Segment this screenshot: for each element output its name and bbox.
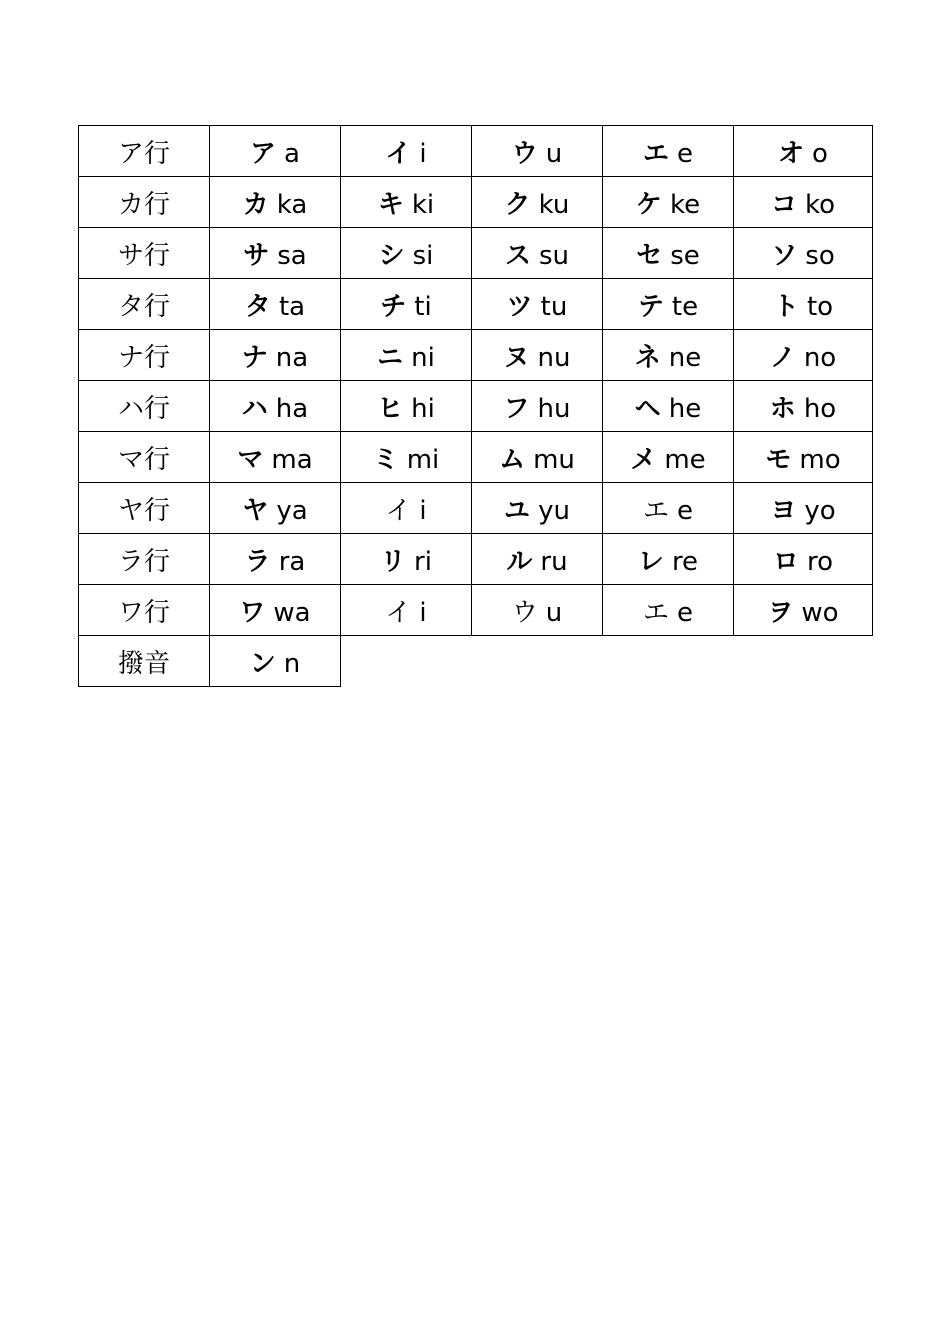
kana-cell bbox=[210, 585, 341, 636]
kana-char: ホ bbox=[769, 393, 796, 424]
row-label: カ行 bbox=[79, 177, 210, 228]
romaji: ru bbox=[540, 546, 568, 577]
kana-cell bbox=[603, 381, 734, 432]
romaji: to bbox=[806, 291, 834, 322]
romaji: he bbox=[668, 393, 702, 424]
romaji: no bbox=[803, 342, 837, 373]
kana-cell bbox=[603, 177, 734, 228]
kana-cell bbox=[210, 279, 341, 330]
romaji: a bbox=[284, 138, 300, 169]
kana-char: ソ bbox=[771, 240, 798, 271]
romaji: wa bbox=[273, 597, 311, 628]
kana-cell bbox=[210, 534, 341, 585]
kana-char: ヒ bbox=[377, 393, 404, 424]
kana-cell bbox=[472, 330, 603, 381]
row-label: 撥音 bbox=[79, 636, 210, 687]
kana-cell bbox=[472, 177, 603, 228]
romaji: ho bbox=[803, 393, 837, 424]
table-row bbox=[79, 636, 873, 687]
table-row bbox=[79, 228, 873, 279]
kana-char: ニ bbox=[377, 342, 404, 373]
kana-char: イ bbox=[385, 495, 412, 526]
kana-cell bbox=[341, 534, 472, 585]
kana-cell bbox=[472, 279, 603, 330]
romaji: ne bbox=[668, 342, 702, 373]
romaji: me bbox=[664, 444, 706, 475]
romaji: o bbox=[812, 138, 828, 169]
table-row bbox=[79, 585, 873, 636]
kana-char: シ bbox=[378, 240, 405, 271]
romaji: ke bbox=[669, 189, 701, 220]
kana-cell bbox=[210, 177, 341, 228]
romaji: su bbox=[538, 240, 570, 271]
kana-char: ラ bbox=[244, 546, 271, 577]
romaji: mo bbox=[799, 444, 841, 475]
romaji: ri bbox=[414, 546, 432, 577]
romaji: i bbox=[419, 597, 427, 628]
table-row bbox=[79, 534, 873, 585]
kana-char: エ bbox=[642, 138, 669, 169]
row-label: ハ行 bbox=[79, 381, 210, 432]
table-row bbox=[79, 381, 873, 432]
romaji: ki bbox=[411, 189, 435, 220]
kana-cell bbox=[734, 330, 873, 381]
table-row bbox=[79, 177, 873, 228]
romaji: e bbox=[677, 597, 693, 628]
kana-cell bbox=[472, 534, 603, 585]
kana-cell bbox=[603, 228, 734, 279]
romaji: wo bbox=[801, 597, 839, 628]
kana-char: ツ bbox=[506, 291, 533, 322]
kana-char: ウ bbox=[511, 597, 538, 628]
romaji: ni bbox=[411, 342, 435, 373]
kana-cell bbox=[734, 381, 873, 432]
kana-cell bbox=[210, 126, 341, 177]
table-row bbox=[79, 279, 873, 330]
kana-cell bbox=[210, 432, 341, 483]
kana-cell bbox=[472, 432, 603, 483]
kana-char: ル bbox=[506, 546, 533, 577]
kana-cell bbox=[734, 228, 873, 279]
romaji: nu bbox=[537, 342, 571, 373]
kana-cell bbox=[603, 279, 734, 330]
kana-char: マ bbox=[237, 444, 264, 475]
katakana-table-body bbox=[79, 126, 873, 687]
kana-cell bbox=[341, 432, 472, 483]
row-label: ラ行 bbox=[79, 534, 210, 585]
romaji: ro bbox=[806, 546, 834, 577]
kana-char: ワ bbox=[239, 597, 266, 628]
kana-cell bbox=[472, 585, 603, 636]
kana-cell bbox=[472, 381, 603, 432]
kana-char: ネ bbox=[634, 342, 661, 373]
row-label: サ行 bbox=[79, 228, 210, 279]
empty-cell bbox=[472, 636, 603, 687]
kana-cell bbox=[341, 585, 472, 636]
romaji: mu bbox=[533, 444, 575, 475]
kana-char: フ bbox=[503, 393, 530, 424]
kana-char: イ bbox=[385, 597, 412, 628]
table-row bbox=[79, 483, 873, 534]
romaji: yu bbox=[538, 495, 570, 526]
kana-cell bbox=[341, 279, 472, 330]
kana-char: チ bbox=[380, 291, 407, 322]
kana-cell bbox=[210, 330, 341, 381]
kana-cell bbox=[472, 228, 603, 279]
romaji: re bbox=[671, 546, 699, 577]
kana-char: オ bbox=[778, 138, 805, 169]
kana-cell bbox=[734, 534, 873, 585]
romaji: te bbox=[671, 291, 699, 322]
kana-char: ク bbox=[504, 189, 531, 220]
kana-char: メ bbox=[630, 444, 657, 475]
row-label: タ行 bbox=[79, 279, 210, 330]
romaji: i bbox=[419, 495, 427, 526]
kana-cell bbox=[603, 126, 734, 177]
row-label: ワ行 bbox=[79, 585, 210, 636]
romaji: yo bbox=[804, 495, 836, 526]
romaji: ha bbox=[275, 393, 309, 424]
kana-char: エ bbox=[642, 495, 669, 526]
kana-char: ミ bbox=[372, 444, 399, 475]
kana-char: ヘ bbox=[634, 393, 661, 424]
romaji: n bbox=[283, 648, 301, 679]
kana-cell bbox=[603, 432, 734, 483]
row-label: ヤ行 bbox=[79, 483, 210, 534]
kana-char: レ bbox=[637, 546, 664, 577]
romaji: u bbox=[545, 138, 563, 169]
romaji: so bbox=[805, 240, 835, 271]
romaji: ra bbox=[278, 546, 306, 577]
romaji: ti bbox=[414, 291, 432, 322]
empty-cell bbox=[341, 636, 472, 687]
romaji: sa bbox=[277, 240, 307, 271]
kana-cell bbox=[603, 585, 734, 636]
romaji: mi bbox=[406, 444, 440, 475]
kana-cell bbox=[341, 330, 472, 381]
kana-cell bbox=[472, 126, 603, 177]
kana-cell bbox=[734, 126, 873, 177]
kana-char: テ bbox=[637, 291, 664, 322]
romaji: ya bbox=[276, 495, 308, 526]
kana-char: ケ bbox=[635, 189, 662, 220]
romaji: u bbox=[545, 597, 563, 628]
kana-char: ア bbox=[250, 138, 277, 169]
kana-char: サ bbox=[243, 240, 270, 271]
kana-cell bbox=[734, 432, 873, 483]
kana-cell bbox=[734, 177, 873, 228]
kana-cell bbox=[603, 483, 734, 534]
romaji: e bbox=[677, 138, 693, 169]
kana-cell bbox=[472, 483, 603, 534]
romaji: na bbox=[275, 342, 309, 373]
romaji: si bbox=[412, 240, 434, 271]
kana-char: イ bbox=[385, 138, 412, 169]
romaji: se bbox=[670, 240, 700, 271]
kana-char: ヌ bbox=[503, 342, 530, 373]
kana-char: ヨ bbox=[770, 495, 797, 526]
kana-char: タ bbox=[244, 291, 271, 322]
kana-char: ス bbox=[504, 240, 531, 271]
row-label: ア行 bbox=[79, 126, 210, 177]
romaji: i bbox=[419, 138, 427, 169]
kana-cell bbox=[734, 585, 873, 636]
kana-char: カ bbox=[242, 189, 269, 220]
row-label: ナ行 bbox=[79, 330, 210, 381]
row-label: マ行 bbox=[79, 432, 210, 483]
kana-char: ウ bbox=[511, 138, 538, 169]
kana-char: ユ bbox=[504, 495, 531, 526]
kana-cell bbox=[734, 483, 873, 534]
kana-char: ナ bbox=[241, 342, 268, 373]
table-row bbox=[79, 126, 873, 177]
kana-cell bbox=[210, 228, 341, 279]
kana-char: ヤ bbox=[242, 495, 269, 526]
kana-char: セ bbox=[636, 240, 663, 271]
kana-char: ハ bbox=[241, 393, 268, 424]
kana-char: ン bbox=[249, 648, 276, 679]
kana-char: ロ bbox=[772, 546, 799, 577]
kana-char: モ bbox=[765, 444, 792, 475]
kana-cell bbox=[341, 126, 472, 177]
kana-cell bbox=[341, 483, 472, 534]
romaji: ta bbox=[278, 291, 306, 322]
romaji: hi bbox=[411, 393, 435, 424]
katakana-table bbox=[78, 125, 873, 687]
table-row bbox=[79, 330, 873, 381]
kana-char: ノ bbox=[769, 342, 796, 373]
kana-char: エ bbox=[642, 597, 669, 628]
romaji: tu bbox=[540, 291, 568, 322]
romaji: ka bbox=[276, 189, 308, 220]
kana-char: キ bbox=[377, 189, 404, 220]
kana-char: コ bbox=[770, 189, 797, 220]
romaji: e bbox=[677, 495, 693, 526]
kana-char: リ bbox=[380, 546, 407, 577]
kana-cell bbox=[603, 534, 734, 585]
kana-cell bbox=[341, 177, 472, 228]
kana-cell bbox=[341, 381, 472, 432]
romaji: hu bbox=[537, 393, 571, 424]
romaji: ma bbox=[271, 444, 313, 475]
kana-char: ヲ bbox=[767, 597, 794, 628]
kana-cell bbox=[341, 228, 472, 279]
empty-cell bbox=[734, 636, 873, 687]
kana-cell bbox=[210, 381, 341, 432]
kana-char: ト bbox=[772, 291, 799, 322]
kana-cell bbox=[210, 636, 341, 687]
table-row bbox=[79, 432, 873, 483]
empty-cell bbox=[603, 636, 734, 687]
kana-cell bbox=[210, 483, 341, 534]
kana-char: ム bbox=[499, 444, 526, 475]
romaji: ku bbox=[538, 189, 570, 220]
kana-cell bbox=[734, 279, 873, 330]
kana-cell bbox=[603, 330, 734, 381]
romaji: ko bbox=[804, 189, 836, 220]
